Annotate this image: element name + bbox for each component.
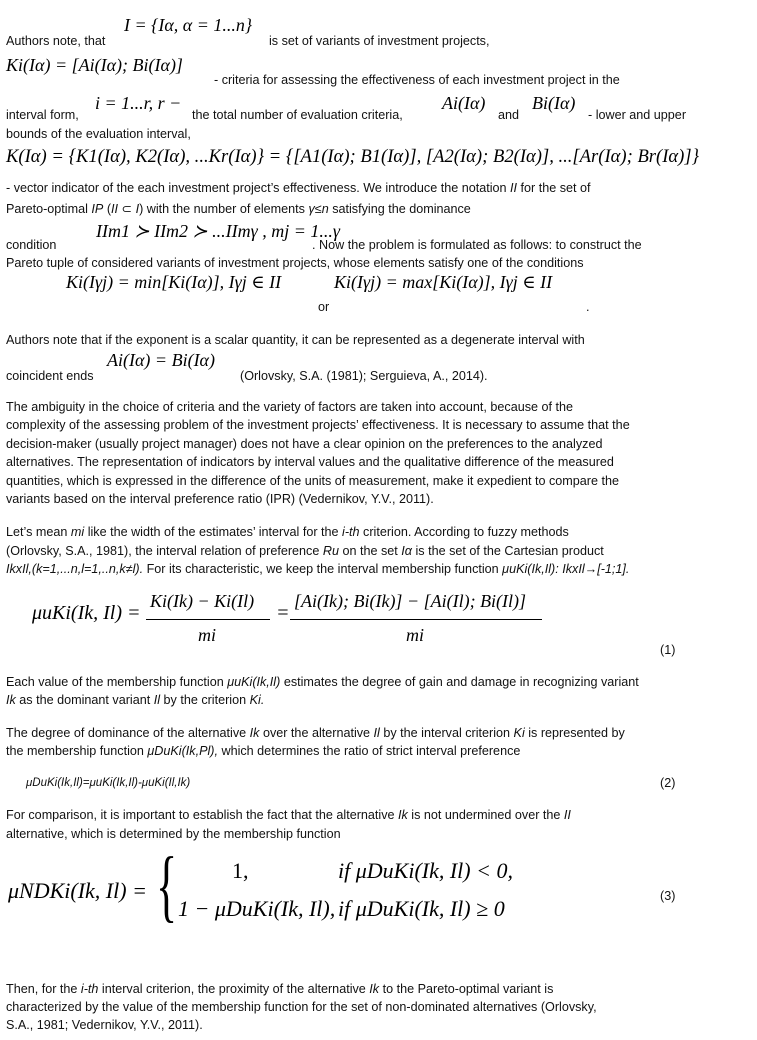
formula-min-condition: Ki(Iγj) = min[Ki(Iα)], Iγj ∈ II [66, 272, 282, 292]
text: II [111, 202, 119, 216]
p6-line2 [6, 742, 520, 760]
text: Ru [322, 544, 339, 558]
eq1-denominator-1: mi [198, 625, 216, 645]
equation-number: (2) [660, 776, 676, 790]
text: bounds of the evaluation interval, [6, 127, 191, 141]
p1-line6 [6, 200, 471, 218]
text: II [563, 808, 571, 822]
p8-line1 [6, 980, 553, 998]
text: interval form, [6, 108, 79, 122]
p1-line5 [6, 179, 591, 197]
text: ( [106, 202, 112, 216]
formula-max-condition: Ki(Iγj) = max[Ki(Iα)], Iγj ∈ II [334, 272, 553, 292]
text: alternatives. The representation of indicators by interval values and the qualitative difference of the measured [6, 455, 614, 469]
text: estimates the degree of gain and damage in recognizing variant [283, 675, 639, 689]
equation-number: (1) [660, 643, 676, 657]
text: Then, for the [6, 982, 78, 996]
text: by the criterion [163, 693, 247, 707]
text: to the Pareto-optimal variant is [382, 982, 554, 996]
text: complexity of the assessing problem of the investment projects’ effectiveness. It is necessary to assume that the [6, 418, 630, 432]
text: Authors note, that [6, 34, 106, 48]
text: The ambiguity in the choice of criteria and the variety of factors are taken into account, because of the [6, 400, 574, 414]
text: characterized by the value of the membership function for the set of non-dominated alternatives (Orlovsky, [6, 1000, 597, 1014]
text: over the alternative [262, 726, 371, 740]
p5-line2 [6, 691, 264, 709]
text: . [586, 300, 590, 314]
text: decision-maker (usually project manager) does not have a clear opinion on the preferences to the analyzed [6, 437, 603, 451]
text: the total number of evaluation criteria, [192, 108, 403, 122]
eq1-fraction-bar-2 [290, 619, 542, 620]
eq3-lhs: μNDKi(Ik, Il) = [8, 878, 147, 903]
text: is the set of the Cartesian product [415, 544, 604, 558]
text: μuKi(Ik,Il) [227, 675, 281, 689]
text: (Orlovsky, S.A. (1981); Serguieva, A., 2014). [240, 369, 488, 383]
text: Il [153, 693, 161, 707]
eq1-equals: = [276, 602, 290, 624]
text: For comparison, it is important to establish the fact that the alternative [6, 808, 395, 822]
text: like the width of the estimates’ interval for the [87, 525, 339, 539]
eq3-case2-condition: if μDuKi(Ik, Il) ≥ 0 [338, 896, 505, 921]
text: criterion. According to fuzzy methods [363, 525, 569, 539]
text: Ik [369, 982, 380, 996]
text: quantities, which is expressed in the difference of the units of measurement, make it expedient to compare the [6, 474, 620, 488]
text: ) with the number of elements [139, 202, 305, 216]
eq3-case1-condition: if μDuKi(Ik, Il) < 0, [338, 858, 513, 883]
eq2-formula: μDuKi(Ik,Il)=μuKi(Ik,Il)-μuKi(Il,Ik) [26, 777, 191, 789]
subset-symbol: ⊂ [121, 202, 133, 216]
p4-line2 [6, 542, 604, 560]
text: on the set [342, 544, 398, 558]
text: γ≤n [308, 202, 329, 216]
text: by the interval criterion [383, 726, 511, 740]
p4-line1 [6, 523, 569, 541]
text: Each value of the membership function [6, 675, 224, 689]
formula-variant-set: I = {Iα, α = 1...n} [124, 15, 253, 35]
text: . Now the problem is formulated as follows: to construct the [312, 238, 642, 252]
text: IkxIl,(k=1,...n,l=1,..n,k≠l). [6, 562, 144, 576]
text: Pareto-optimal [6, 202, 88, 216]
text: interval criterion, the proximity of the alternative [101, 982, 366, 996]
text: Ik [6, 693, 16, 707]
text: or [318, 300, 330, 314]
text: I [135, 202, 140, 216]
eq1-fraction-bar-1 [146, 619, 270, 620]
p7-line1 [6, 806, 571, 824]
text: is represented by [528, 726, 625, 740]
text: is set of variants of investment projects, [269, 34, 490, 48]
equation-number: (3) [660, 889, 676, 903]
text: as the dominant variant [19, 693, 151, 707]
text: - vector indicator of the each investment project’s effectiveness. We introduce the notation [6, 181, 507, 195]
text: - criteria for assessing the effectiveness of each investment project in the [214, 73, 620, 87]
text: i-th [342, 525, 360, 539]
text: Iα [401, 544, 412, 558]
eq1-numerator-2: [Ai(Ik); Bi(Ik)] − [Ai(Il); Bi(Il)] [294, 591, 527, 611]
text: μuKi(Ik,Il): IkxIl→[-1;1]. [502, 562, 630, 576]
text: variants based on the interval preference ratio (IPR) (Vedernikov, Y.V., 2011). [6, 492, 434, 506]
eq3-case2-value: 1 − μDuKi(Ik, Il), [178, 896, 336, 921]
text: condition [6, 238, 57, 252]
p5-line1 [6, 673, 639, 691]
formula-degenerate-interval: Ai(Iα) = Bi(Iα) [107, 350, 215, 370]
text: - lower and upper [588, 108, 687, 122]
text: Il [373, 726, 380, 740]
formula-upper-bound: Bi(Iα) [532, 93, 576, 113]
text: Ik [249, 726, 260, 740]
formula-criteria-interval: Ki(Iα) = [Ai(Iα); Bi(Iα)] [6, 55, 183, 75]
text: Let’s mean [6, 525, 68, 539]
text: Ki [513, 726, 525, 740]
formula-lower-bound: Ai(Iα) [442, 93, 486, 113]
text: which determines the ratio of strict interval preference [221, 744, 521, 758]
eq3-case1-value: 1, [232, 858, 249, 883]
text: coincident ends [6, 369, 94, 383]
text: S.A., 1981; Vedernikov, Y.V., 2011). [6, 1018, 203, 1032]
p1-line3 [6, 106, 79, 124]
formula-criteria-index: i = 1...r, r − [95, 93, 182, 113]
text: II [510, 181, 518, 195]
formula-dominance-chain: IIm1 ≻ IIm2 ≻ ...IImγ , mj = 1...γ [96, 221, 340, 241]
text: alternative, which is determined by the membership function [6, 827, 341, 841]
eq1-numerator-1: Ki(Ik) − Ki(Il) [150, 591, 255, 611]
text: μDuKi(Ik,Pl), [147, 744, 218, 758]
p4-line3 [6, 560, 629, 578]
text: the membership function [6, 744, 144, 758]
eq1-lhs: μuKi(Ik, Il) = [32, 602, 141, 624]
p6-line1 [6, 724, 625, 742]
eq3-brace: { [156, 842, 178, 930]
text: Pareto tuple of considered variants of investment projects, whose elements satisfy one of the conditions [6, 256, 584, 270]
p1-line1 [6, 32, 105, 50]
text: satisfying the dominance [332, 202, 471, 216]
text: (Orlovsky, S.A., 1981), the interval relation of preference [6, 544, 320, 558]
text: Ki. [249, 693, 265, 707]
text: for the set of [520, 181, 591, 195]
formula-vector-indicator: K(Iα) = {K1(Iα), K2(Iα), ...Kr(Iα)} = {[A1(Iα); B1(Iα)], [A2(Iα); B2(Iα)], ...[Ar(Iα); Br(Iα)]} [6, 146, 700, 167]
text: and [498, 108, 520, 122]
text: Authors note that if the exponent is a scalar quantity, it can be represented as a degenerate interval with [6, 333, 585, 347]
text: i-th [80, 982, 99, 996]
text: IP [91, 202, 104, 216]
text: is not undermined over the [411, 808, 561, 822]
eq1-denominator-2: mi [406, 625, 424, 645]
text: The degree of dominance of the alternative [6, 726, 247, 740]
text: For its characteristic, we keep the interval membership function [146, 562, 499, 576]
text: Ik [398, 808, 408, 822]
text: mi [70, 525, 85, 539]
